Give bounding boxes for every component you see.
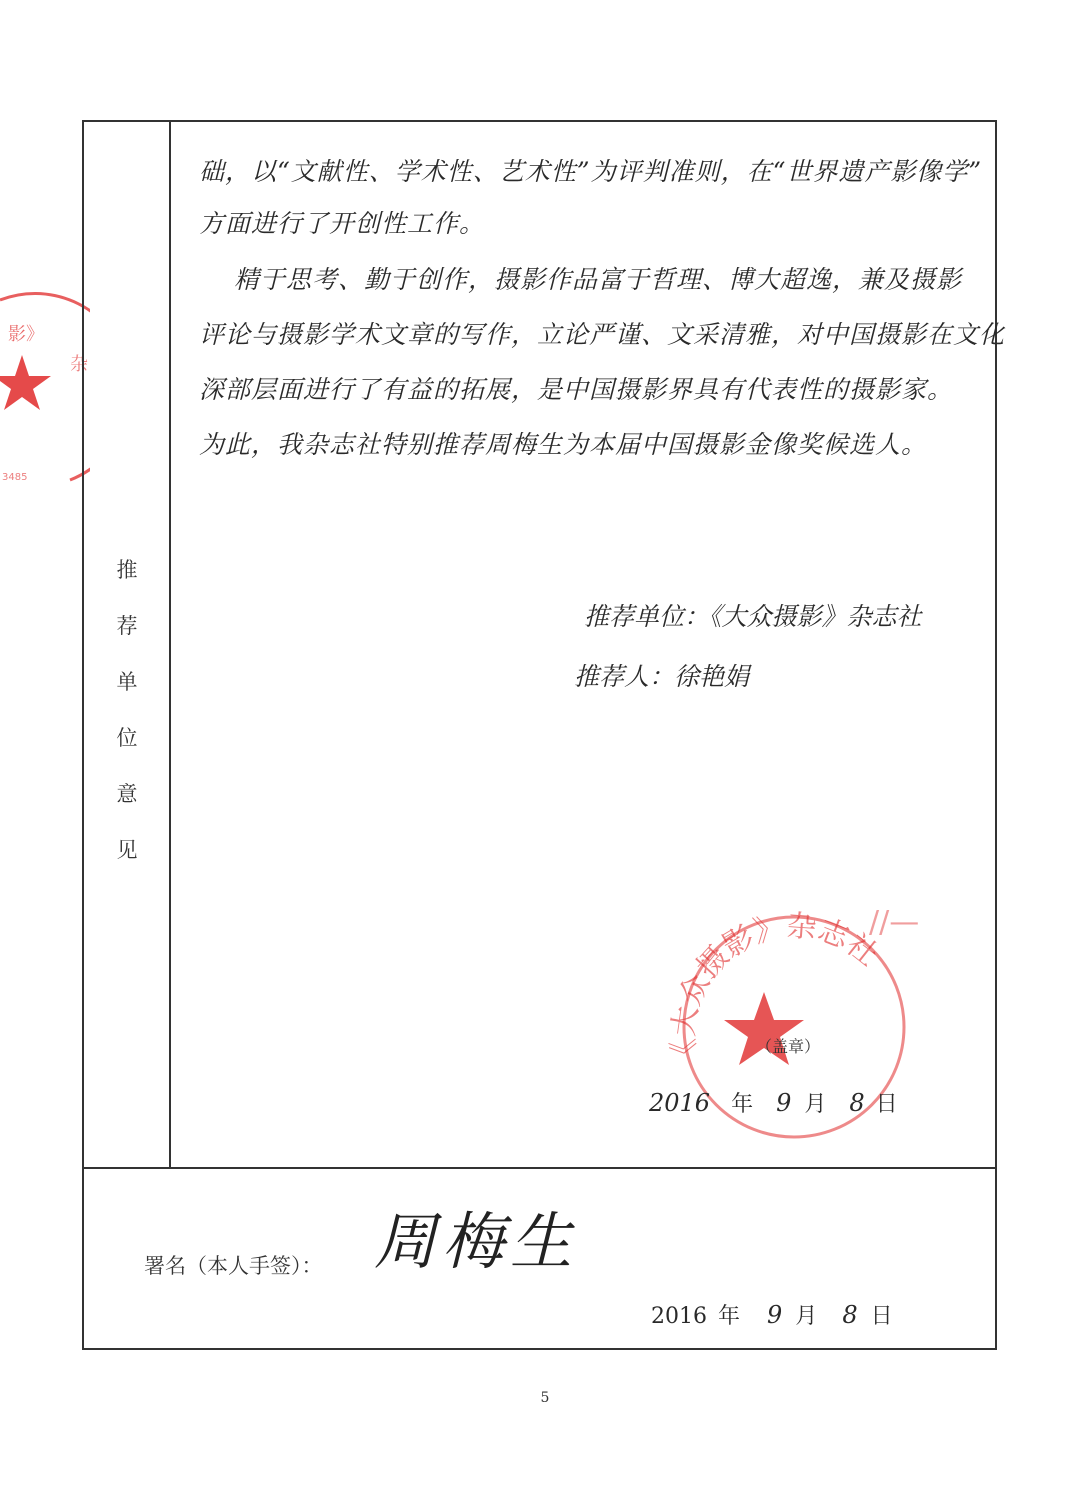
label-char: 位 (116, 726, 138, 750)
stamp-note: （盖章） (756, 1037, 821, 1056)
date-day-char: 日 (875, 1092, 898, 1117)
partial-seal-left (0, 280, 90, 500)
date-year: 2016 (651, 1304, 707, 1329)
opinion-line: 评论与摄影学术文章的写作，立论严谨、文采清雅，对中国摄影在文化 (199, 320, 1006, 349)
handwritten-signature: 周梅生 (374, 1205, 579, 1278)
label-char: 荐 (116, 614, 138, 638)
recommending-unit: 推荐单位：《大众摄影》杂志社 (584, 602, 922, 631)
svg-text:影》: 影》 (8, 324, 44, 345)
date-year-char: 年 (718, 1304, 741, 1329)
date-day: 8 (849, 1089, 865, 1117)
opinion-line: 深部层面进行了有益的拓展，是中国摄影界具有代表性的摄影家。 (199, 375, 954, 404)
opinion-line: 精于思考、勤于创作，摄影作品富于哲理、博大超逸，兼及摄影 (234, 265, 963, 294)
date-day: 8 (842, 1301, 858, 1329)
row-divider (84, 1167, 995, 1169)
date-day-char: 日 (870, 1304, 893, 1329)
date-month-char: 月 (795, 1304, 818, 1329)
seal-text: 《大众摄影》杂志社 (666, 908, 885, 1072)
svg-text:3485: 3485 (2, 472, 28, 483)
sign-date (651, 1299, 893, 1330)
opinion-line: 础，以“文献性、学术性、艺术性”为评判准则，在“世界遗产影像学” (199, 157, 983, 186)
page-number: 5 (540, 1390, 550, 1406)
date-year: 2016 (649, 1089, 711, 1117)
unit-date (649, 1087, 898, 1118)
label-char: 单 (116, 670, 138, 694)
signature-label: 署名（本人手签）： (144, 1254, 323, 1278)
seal-star-icon (0, 355, 51, 410)
opinion-line: 为此，我杂志社特别推荐周梅生为本届中国摄影金像奖候选人。 (199, 430, 928, 459)
date-month: 9 (767, 1301, 783, 1329)
recommending-unit-opinion-label (104, 542, 150, 878)
svg-text://—: //— (869, 905, 920, 940)
date-month-char: 月 (804, 1092, 827, 1117)
recommendation-form-table (82, 120, 1006, 1350)
label-char: 推 (116, 558, 138, 582)
label-char: 见 (116, 838, 138, 862)
column-divider (169, 122, 171, 1167)
opinion-line: 方面进行了开创性工作。 (199, 209, 486, 238)
date-month: 9 (776, 1089, 792, 1117)
date-year-char: 年 (731, 1092, 754, 1117)
svg-text:杂: 杂 (70, 354, 88, 375)
recommender-name: 推荐人：徐艳娟 (574, 662, 750, 691)
label-char: 意 (116, 782, 138, 806)
